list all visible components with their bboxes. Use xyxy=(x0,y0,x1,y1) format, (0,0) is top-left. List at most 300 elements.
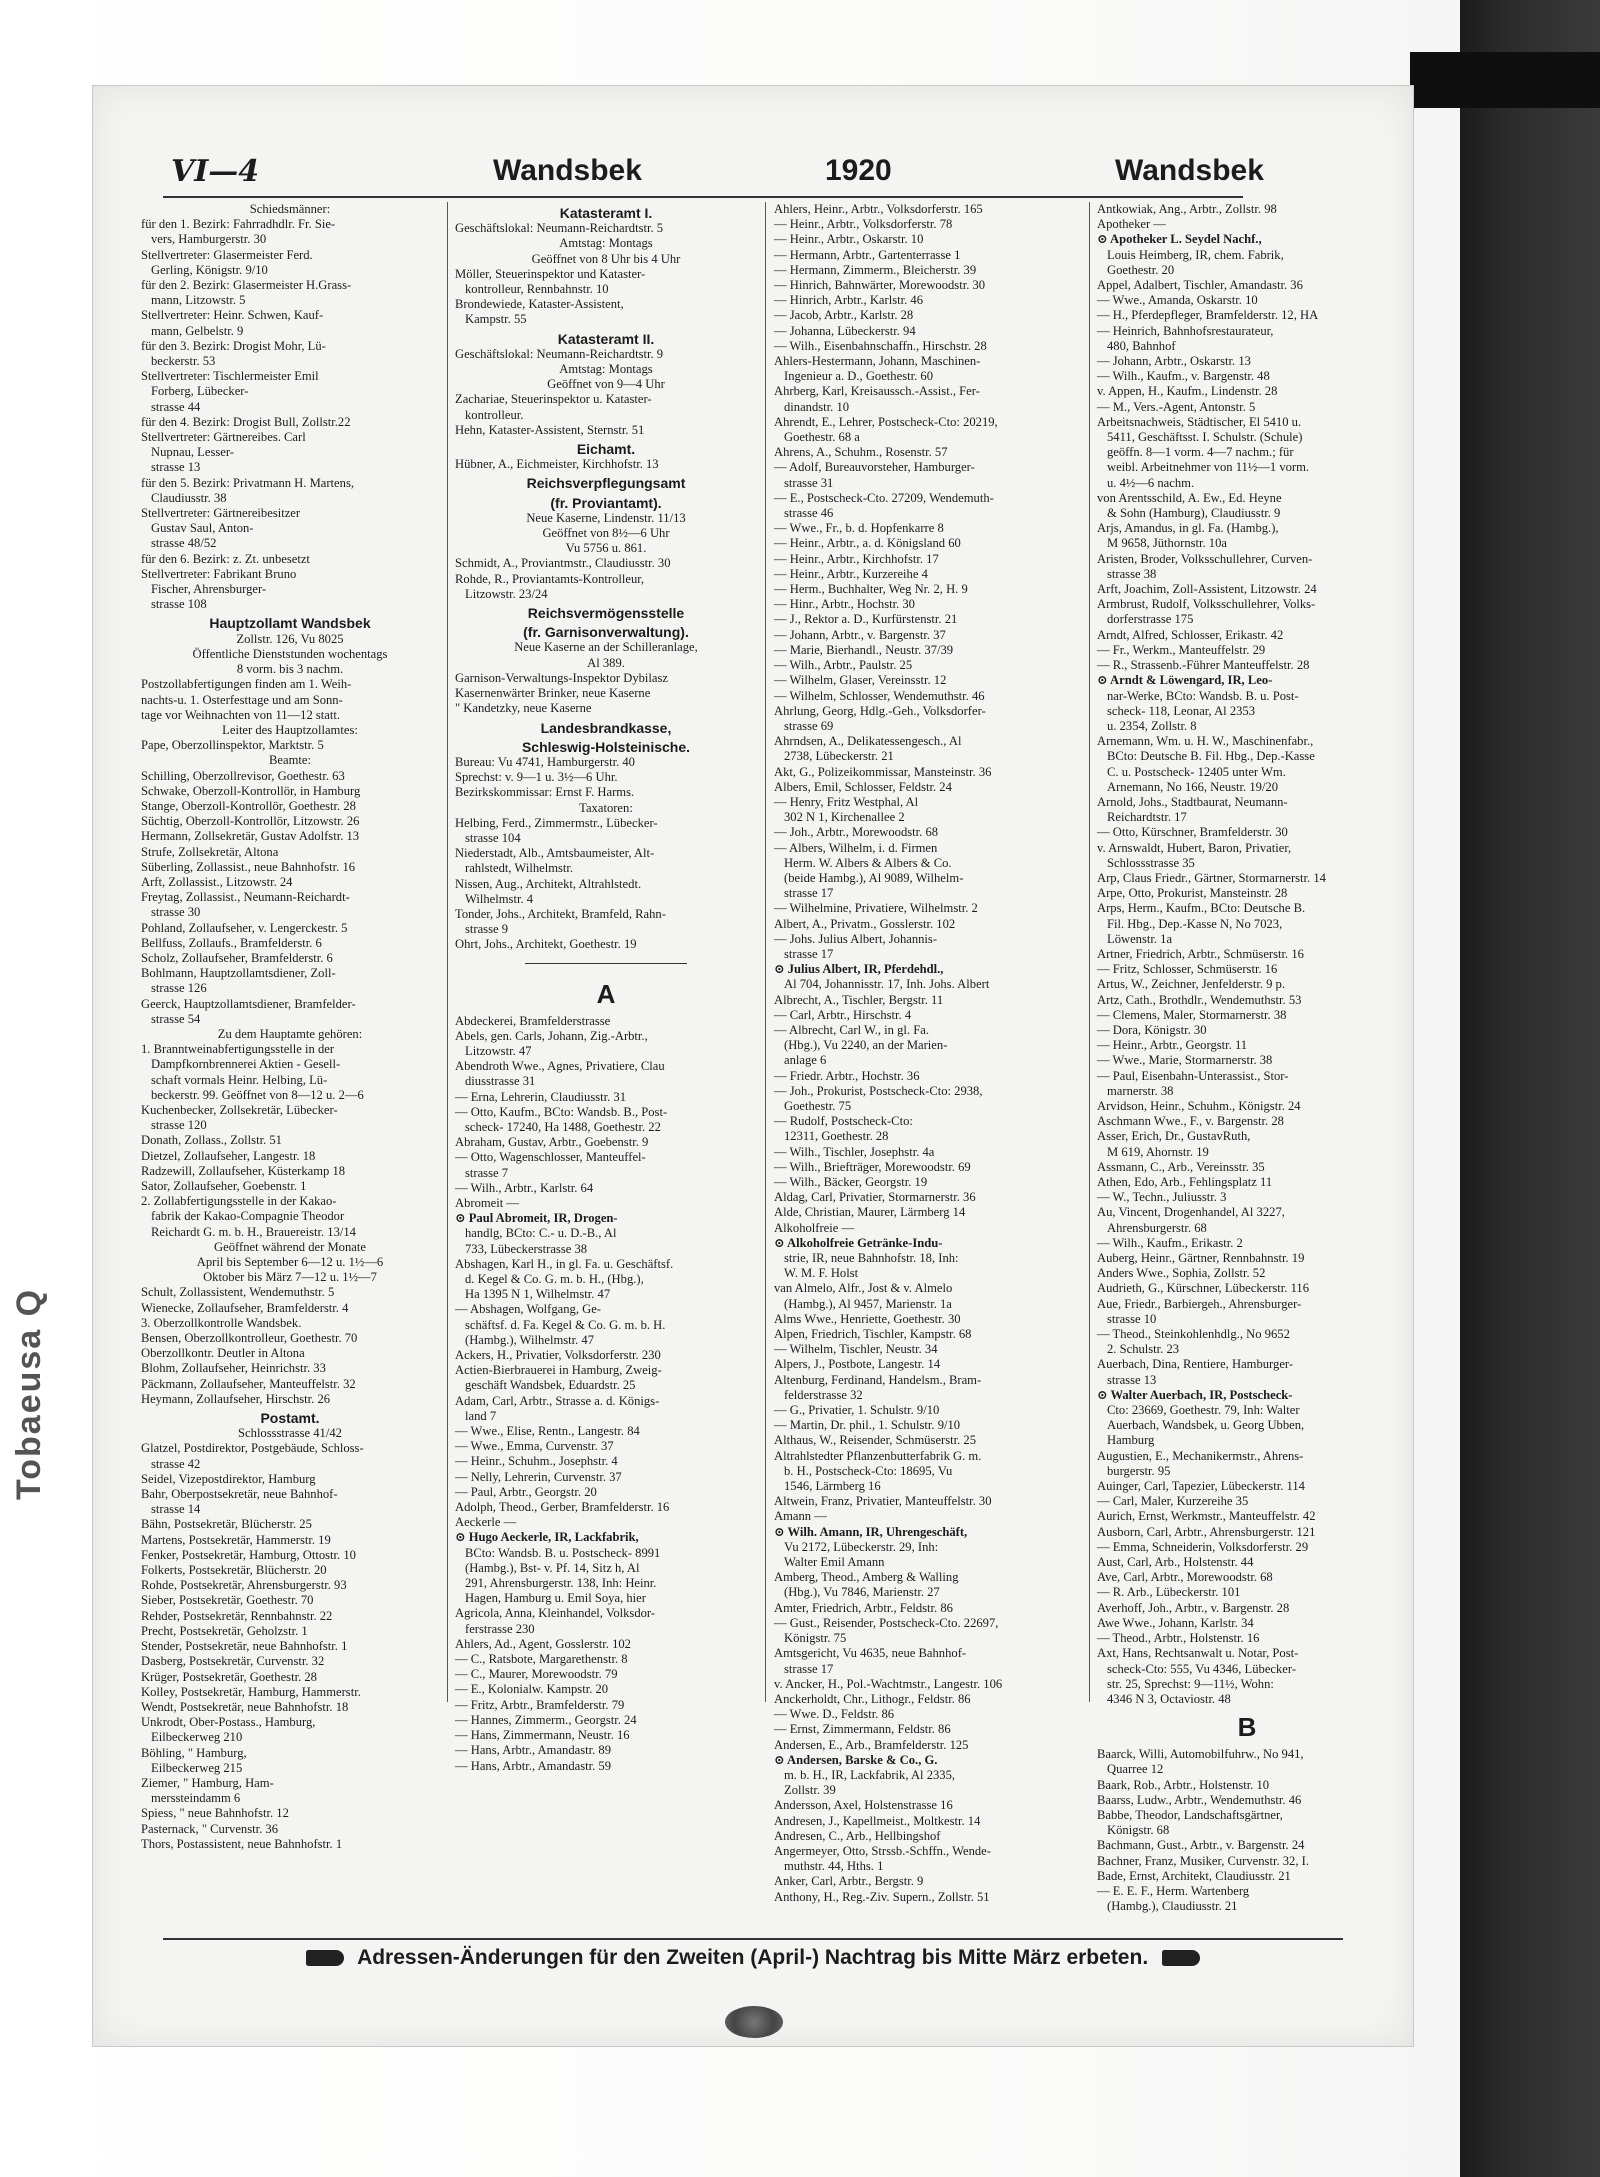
running-title-left: Wandsbek xyxy=(493,154,642,187)
directory-entry-line: burgerstr. 95 xyxy=(1107,1463,1171,1478)
directory-entry-line: — Johs. Julius Albert, Johannis- xyxy=(774,931,938,946)
directory-entry-line: Actien-Bierbrauerei in Hamburg, Zweig- xyxy=(455,1363,662,1378)
directory-entry-line: Gerling, Königstr. 9/10 xyxy=(151,262,268,277)
directory-entry-line: strasse 42 xyxy=(151,1456,201,1471)
directory-entry-line: u. 2354, Zollstr. 8 xyxy=(1107,718,1197,733)
directory-entry-line: Antkowiak, Ang., Arbtr., Zollstr. 98 xyxy=(1097,202,1277,216)
directory-entry-line: Amtstag: Montags xyxy=(559,362,653,377)
directory-entry-line: Ackers, H., Privatier, Volksdorferstr. 230 xyxy=(455,1348,661,1363)
directory-entry-line: strasse 38 xyxy=(1107,566,1157,581)
directory-entry-line: Kampstr. 55 xyxy=(465,312,527,327)
directory-entry-line: Arbeitsnachweis, Städtischer, El 5410 u. xyxy=(1097,414,1302,429)
directory-entry-line: Hermann, Zollsekretär, Gustav Adolfstr. 13 xyxy=(141,829,360,844)
directory-entry-line: kontrolleur. xyxy=(465,407,524,422)
directory-entry-line: Scholz, Zollaufseher, Bramfelderstr. 6 xyxy=(141,950,333,965)
directory-entry-line: Wienecke, Zollaufseher, Bramfelderstr. 4 xyxy=(141,1300,349,1315)
directory-entry-line: Leiter des Hauptzollamtes: xyxy=(222,722,358,737)
directory-entry-line: Unkrodt, Ober-Postass., Hamburg, xyxy=(141,1715,316,1730)
directory-entry-line: Schult, Zollassistent, Wendemuthstr. 5 xyxy=(141,1285,335,1300)
directory-entry-line: ⊙ Wilh. Amann, IR, Uhrengeschäft, xyxy=(774,1524,968,1539)
directory-entry-line: Forberg, Lübecker- xyxy=(151,384,249,399)
directory-entry-line: — Paul, Eisenbahn-Unterassist., Stor- xyxy=(1097,1068,1289,1083)
directory-entry-line: — Wwe., Marie, Stormarnerstr. 38 xyxy=(1097,1053,1273,1068)
directory-entry-line: Amtsgericht, Vu 4635, neue Bahnhof- xyxy=(774,1646,967,1661)
directory-entry-line: Herm. W. Albers & Albers & Co. xyxy=(784,855,952,870)
directory-entry-line: Dasberg, Postsekretär, Curvenstr. 32 xyxy=(141,1654,325,1669)
letter-heading: B xyxy=(1237,1712,1257,1743)
directory-entry-line: Abels, gen. Carls, Johann, Zig.-Arbtr., xyxy=(455,1028,648,1043)
directory-entry-line: — H., Pferdepfleger, Bramfelderstr. 12, HA xyxy=(1097,308,1319,323)
directory-entry-line: für den 1. Bezirk: Fahrradhdlr. Fr. Sie- xyxy=(141,217,336,232)
footer-text: Adressen-Änderungen für den Zweiten (April-) Nachtrag bis Mitte März erbeten. xyxy=(357,1946,1149,1969)
directory-entry-line: tage vor Weihnachten von 11—12 statt. xyxy=(141,707,341,722)
directory-entry-line: Baarss, Ludw., Arbtr., Wendemuthstr. 46 xyxy=(1097,1792,1302,1807)
directory-entry-line: Seidel, Vizepostdirektor, Hamburg xyxy=(141,1471,316,1486)
directory-entry-line: v. Appen, H., Kaufm., Lindenstr. 28 xyxy=(1097,384,1278,399)
directory-entry-line: Adolph, Theod., Gerber, Bramfelderstr. 16 xyxy=(455,1500,670,1515)
directory-page xyxy=(92,85,1414,2047)
directory-entry-line: 4346 N 3, Octaviostr. 48 xyxy=(1107,1691,1231,1706)
directory-entry-line: — Wilh., Arbtr., Paulstr. 25 xyxy=(774,658,913,673)
directory-entry-line: — Erna, Lehrerin, Claudiusstr. 31 xyxy=(455,1089,627,1104)
directory-entry-line: Albrecht, A., Tischler, Bergstr. 11 xyxy=(774,992,944,1007)
directory-entry-line: Al 389. xyxy=(587,655,625,670)
column-divider xyxy=(1089,202,1090,1702)
directory-entry-line: Wilhelmstr. 4 xyxy=(465,891,534,906)
directory-entry-line: Ingenieur a. D., Goethestr. 60 xyxy=(784,369,933,384)
directory-entry-line: dorferstrasse 175 xyxy=(1107,612,1194,627)
directory-entry-line: weibl. Arbeitnehmer von 11½—1 vorm. xyxy=(1107,460,1310,475)
directory-entry-line: Althaus, W., Reisender, Schmüserstr. 25 xyxy=(774,1433,977,1448)
pointing-hand-icon xyxy=(306,1950,344,1966)
directory-entry-line: — M., Vers.-Agent, Antonstr. 5 xyxy=(1097,399,1256,414)
directory-entry-line: Geöffnet von 8 Uhr bis 4 Uhr xyxy=(531,251,681,266)
directory-entry-line: Bähn, Postsekretär, Blücherstr. 25 xyxy=(141,1517,312,1532)
directory-entry-line: Schmidt, A., Proviantmstr., Claudiusstr. 30 xyxy=(455,556,671,571)
directory-entry-line: — Theod., Arbtr., Holstenstr. 16 xyxy=(1097,1631,1260,1646)
directory-entry-line: strasse 46 xyxy=(784,506,834,521)
directory-entry-line: Auberg, Heinr., Gärtner, Rennbahnstr. 19 xyxy=(1097,1251,1305,1266)
directory-entry-line: diusstrasse 31 xyxy=(465,1074,536,1089)
directory-entry-line: Abdeckerei, Bramfelderstrasse xyxy=(455,1013,611,1028)
directory-entry-line: Albers, Emil, Schlosser, Feldstr. 24 xyxy=(774,779,952,794)
directory-entry-line: scheck- 118, Leonar, Al 2353 xyxy=(1107,703,1256,718)
directory-entry-line: Precht, Postsekretär, Geholzstr. 1 xyxy=(141,1623,308,1638)
directory-entry-line: rahlstedt, Wilhelmstr. xyxy=(465,861,574,876)
directory-entry-line: strasse 14 xyxy=(151,1502,201,1517)
directory-entry-line: Ohrt, Johs., Architekt, Goethestr. 19 xyxy=(455,937,637,952)
directory-entry-line: Radzewill, Zollaufseher, Küsterkamp 18 xyxy=(141,1163,346,1178)
directory-entry-line: strasse 69 xyxy=(784,718,834,733)
directory-entry-line: ⊙ Arndt & Löwengard, IR, Leo- xyxy=(1097,673,1273,688)
directory-entry-line: Bachner, Franz, Musiker, Curvenstr. 32, I. xyxy=(1097,1853,1309,1868)
directory-entry-line: v. Arnswaldt, Hubert, Baron, Privatier, xyxy=(1097,840,1292,855)
directory-entry-line: Artner, Friedrich, Arbtr., Schmüserstr. 16 xyxy=(1097,946,1304,961)
directory-entry-line: von Arentsschild, A. Ew., Ed. Heyne xyxy=(1097,490,1282,505)
directory-entry-line: für den 5. Bezirk: Privatmann H. Martens, xyxy=(141,475,354,490)
directory-entry-line: d. Kegel & Co. G. m. b. H., (Hbg.), xyxy=(465,1272,644,1286)
directory-entry-line: (Hambg.), Claudiusstr. 21 xyxy=(1107,1899,1238,1914)
directory-entry-line: — Hermann, Arbtr., Gartenterrasse 1 xyxy=(774,247,961,262)
column-3 xyxy=(774,202,1083,1904)
directory-entry-line: beckerstr. 99. Geöffnet von 8—12 u. 2—6 xyxy=(151,1087,364,1102)
directory-entry-line: Zu dem Hauptamte gehören: xyxy=(217,1026,363,1041)
directory-entry-line: — Wilh., Kaufm., v. Bargenstr. 48 xyxy=(1097,369,1270,384)
directory-entry-line: Bureau: Vu 4741, Hamburgerstr. 40 xyxy=(455,754,635,769)
directory-entry-line: Angermeyer, Otto, Strssb.-Schffn., Wende- xyxy=(774,1843,991,1858)
directory-entry-line: Ahrens, A., Schuhm., Rosenstr. 57 xyxy=(774,445,948,460)
directory-entry-line: Assmann, C., Arb., Vereinsstr. 35 xyxy=(1097,1159,1265,1174)
directory-entry-line: — Wwe., Elise, Rentn., Langestr. 84 xyxy=(455,1424,640,1439)
section-heading: Reichsvermögensstelle xyxy=(527,605,685,622)
directory-entry-line: 733, Lübeckerstrasse 38 xyxy=(465,1241,588,1256)
directory-entry-line: Pape, Oberzollinspektor, Marktstr. 5 xyxy=(141,738,324,753)
directory-entry-line: — Wwe., Emma, Curvenstr. 37 xyxy=(455,1439,614,1454)
directory-entry-line: 12311, Goethestr. 28 xyxy=(784,1129,889,1144)
directory-entry-line: Andresen, J., Kapellmeist., Moltkestr. 14 xyxy=(774,1813,981,1828)
directory-entry-line: Fil. Hbg., Dep.-Kasse N, No 7023, xyxy=(1107,916,1283,931)
directory-entry-line: Pohland, Zollaufseher, v. Lengerckestr. 5 xyxy=(141,920,348,935)
directory-entry-line: Andersson, Axel, Holstenstrasse 16 xyxy=(774,1798,953,1813)
directory-entry-line: — Johanna, Lübeckerstr. 94 xyxy=(774,323,916,338)
directory-entry-line: Al 704, Johannisstr. 17, Inh. Johs. Albert xyxy=(784,977,990,992)
directory-entry-line: (Hambg.), Al 9457, Marienstr. 1a xyxy=(784,1296,952,1311)
directory-entry-line: (Hambg.), Wilhelmstr. 47 xyxy=(465,1332,595,1347)
directory-entry-line: schaft vormals Heinr. Helbing, Lü- xyxy=(151,1072,328,1087)
section-heading: Landesbrandkasse, xyxy=(540,719,672,736)
directory-entry-line: Albert, A., Privatm., Gosslerstr. 102 xyxy=(774,916,956,931)
directory-entry-line: merssteindamm 6 xyxy=(151,1791,241,1806)
directory-entry-line: — Herm., Buchhalter, Weg Nr. 2, H. 9 xyxy=(774,582,968,597)
directory-entry-line: — C., Maurer, Morewoodstr. 79 xyxy=(455,1667,618,1682)
directory-entry-line: — Joh., Arbtr., Morewoodstr. 68 xyxy=(774,825,939,840)
directory-entry-line: strasse 7 xyxy=(465,1165,509,1180)
directory-entry-line: Neue Kaserne, Lindenstr. 11/13 xyxy=(526,510,686,525)
directory-entry-line: 2. Zollabfertigungsstelle in der Kakao- xyxy=(141,1194,337,1209)
directory-entry-line: felderstrasse 32 xyxy=(784,1387,863,1402)
directory-entry-line: Auerbach, Dina, Rentiere, Hamburger- xyxy=(1097,1357,1294,1372)
directory-entry-line: — Paul, Arbtr., Georgstr. 20 xyxy=(455,1484,597,1499)
directory-entry-line: Ahrendt, E., Lehrer, Postscheck-Cto: 20219, xyxy=(774,414,998,429)
directory-entry-line: Ahrensburgerstr. 68 xyxy=(1107,1220,1207,1235)
directory-entry-line: Abraham, Gustav, Arbtr., Goebenstr. 9 xyxy=(455,1135,649,1150)
directory-entry-line: geöffn. 8—1 vorm. 4—7 nachm.; für xyxy=(1107,445,1294,460)
directory-entry-line: — Hinrich, Bahnwärter, Morewoodstr. 30 xyxy=(774,278,986,293)
directory-entry-line: — Heinr., Arbtr., Georgstr. 11 xyxy=(1097,1038,1248,1053)
directory-entry-line: geschäft Wandsbek, Eduardstr. 25 xyxy=(465,1378,636,1393)
directory-entry-line: M 9658, Jüthornstr. 10a xyxy=(1107,536,1227,551)
directory-entry-line: Ahlers-Hestermann, Johann, Maschinen- xyxy=(774,354,981,369)
directory-entry-line: — Hermann, Zimmerm., Bleicherstr. 39 xyxy=(774,262,977,277)
directory-entry-line: — C., Ratsbote, Margarethenstr. 8 xyxy=(455,1652,628,1667)
directory-entry-line: Schlossstrasse 35 xyxy=(1107,855,1195,870)
page-label: VI—4 xyxy=(171,154,260,189)
directory-entry-line: Andersen, E., Arb., Bramfelderstr. 125 xyxy=(774,1737,969,1752)
directory-entry-line: Süberling, Zollassist., neue Bahnhofstr. 16 xyxy=(141,859,356,874)
directory-entry-line: Alms Wwe., Henriette, Goethestr. 30 xyxy=(774,1311,961,1326)
directory-entry-line: Bezirkskommissar: Ernst F. Harms. xyxy=(455,785,635,800)
column-1 xyxy=(141,202,439,1851)
directory-entry-line: strasse 31 xyxy=(784,475,834,490)
directory-entry-line: — Ernst, Zimmermann, Feldstr. 86 xyxy=(774,1722,951,1737)
directory-entry-line: C. u. Postscheck- 12405 unter Wm. xyxy=(1107,764,1286,779)
directory-entry-line: Heymann, Zollaufseher, Hirschstr. 26 xyxy=(141,1391,331,1406)
directory-entry-line: Rohde, R., Proviantamts-Kontrolleur, xyxy=(455,571,645,586)
directory-entry-line: mann, Gelbelstr. 9 xyxy=(151,323,244,338)
directory-entry-line: — Heinr., Schuhm., Josephstr. 4 xyxy=(455,1454,618,1469)
directory-entry-line: Stellvertreter: Tischlermeister Emil xyxy=(141,369,319,384)
directory-entry-line: nar-Werke, BCto: Wandsb. B. u. Post- xyxy=(1107,688,1299,703)
directory-entry-line: b. H., Postscheck-Cto: 18695, Vu xyxy=(784,1463,953,1478)
directory-entry-line: — Otto, Wagenschlosser, Manteuffel- xyxy=(455,1150,646,1165)
directory-entry-line: 480, Bahnhof xyxy=(1107,338,1176,353)
directory-entry-line: dinandstr. 10 xyxy=(784,399,850,414)
directory-entry-line: — Heinrich, Bahnhofsrestaurateur, xyxy=(1097,323,1274,338)
directory-entry-line: Cto: 23669, Goethestr. 79, Inh: Walter xyxy=(1107,1403,1300,1418)
directory-entry-line: Schlossstrasse 41/42 xyxy=(238,1426,342,1441)
directory-entry-line: Thors, Postassistent, neue Bahnhofstr. 1 xyxy=(141,1836,343,1851)
directory-entry-line: Audrieth, G., Kürschner, Lübeckerstr. 116 xyxy=(1097,1281,1310,1296)
directory-entry-line: — Hinr., Arbtr., Hochstr. 30 xyxy=(774,597,915,612)
directory-entry-line: v. Ancker, H., Pol.-Wachtmstr., Langestr. 106 xyxy=(774,1676,1003,1691)
directory-entry-line: ferstrasse 230 xyxy=(465,1621,535,1636)
directory-entry-line: Geöffnet während der Monate xyxy=(214,1239,366,1254)
directory-entry-line: Sator, Zollaufseher, Goebenstr. 1 xyxy=(141,1179,307,1193)
directory-entry-line: Eilbeckerweg 210 xyxy=(151,1730,243,1745)
directory-entry-line: kontrolleur, Rennbahnstr. 10 xyxy=(465,282,609,297)
directory-entry-line: Adam, Carl, Arbtr., Strasse a. d. Königs- xyxy=(455,1393,660,1408)
scanner-dark-edge xyxy=(1460,0,1600,2177)
directory-entry-line: Anker, Carl, Arbtr., Bergstr. 9 xyxy=(774,1874,924,1889)
directory-entry-line: — Fritz, Schlosser, Schmüserstr. 16 xyxy=(1097,962,1278,977)
directory-entry-line: Bachmann, Gust., Arbtr., v. Bargenstr. 24 xyxy=(1097,1838,1305,1853)
directory-entry-line: (Hbg.), Vu 7846, Marienstr. 27 xyxy=(784,1585,940,1600)
directory-entry-line: Niederstadt, Alb., Amtsbaumeister, Alt- xyxy=(455,846,655,861)
directory-entry-line: Böhling, " Hamburg, xyxy=(141,1745,247,1760)
directory-entry-line: schäftsf. d. Fa. Kegel & Co. G. m. b. H. xyxy=(465,1317,666,1332)
directory-entry-line: — Clemens, Maler, Stormarnerstr. 38 xyxy=(1097,1007,1287,1022)
directory-entry-line: 5411, Geschäftsst. I. Schulstr. (Schule) xyxy=(1107,430,1303,445)
directory-entry-line: Bellfuss, Zollaufs., Bramfelderstr. 6 xyxy=(141,935,322,950)
section-heading: (fr. Proviantamt). xyxy=(550,494,662,511)
directory-entry-line: Agricola, Anna, Kleinhandel, Volksdor- xyxy=(455,1606,656,1621)
directory-entry-line: Stellvertreter: Gärtnereibesitzer xyxy=(141,506,301,521)
directory-entry-line: Quarree 12 xyxy=(1107,1762,1164,1777)
directory-entry-line: Garnison-Verwaltungs-Inspektor Dybilasz xyxy=(455,670,668,685)
directory-entry-line: Geschäftslokal: Neumann-Reichardtstr. 9 xyxy=(455,346,664,361)
directory-entry-line: Awe Wwe., Johann, Karlstr. 34 xyxy=(1097,1615,1254,1630)
directory-entry-line: Altrahlstedter Pflanzenbutterfabrik G. m. xyxy=(774,1448,982,1463)
directory-entry-line: Ave, Carl, Arbtr., Morewoodstr. 68 xyxy=(1097,1570,1273,1585)
directory-entry-line: — R. Arb., Lübeckerstr. 101 xyxy=(1097,1585,1241,1600)
column-2 xyxy=(455,202,757,1773)
directory-entry-line: — Wilhelm, Schlosser, Wendemuthstr. 46 xyxy=(774,688,985,703)
directory-entry-line: Stange, Oberzoll-Kontrollör, Goethestr. 28 xyxy=(141,798,356,813)
directory-entry-line: Ahlers, Ad., Agent, Gosslerstr. 102 xyxy=(455,1636,631,1651)
directory-entry-line: Dampfkornbrennerei Aktien - Gesell- xyxy=(151,1057,341,1072)
directory-entry-line: — Wilhelmine, Privatiere, Wilhelmstr. 2 xyxy=(774,901,978,916)
directory-entry-line: für den 4. Bezirk: Drogist Bull, Zollstr.22 xyxy=(141,414,351,429)
directory-entry-line: — Otto, Kürschner, Bramfelderstr. 30 xyxy=(1097,825,1288,840)
directory-entry-line: Tonder, Johs., Architekt, Bramfeld, Rahn- xyxy=(455,906,666,921)
page-year: 1920 xyxy=(825,154,892,187)
directory-entry-line: Hehn, Kataster-Assistent, Sternstr. 51 xyxy=(455,422,645,437)
directory-entry-line: 2. Schulstr. 23 xyxy=(1107,1342,1180,1357)
directory-entry-line: — Wwe., Amanda, Oskarstr. 10 xyxy=(1097,293,1258,308)
directory-entry-line: BCto: Wandsb. B. u. Postscheck- 8991 xyxy=(465,1545,661,1560)
directory-entry-line: Geschäftslokal: Neumann-Reichardtstr. 5 xyxy=(455,221,664,236)
directory-entry-line: — Heinr., Arbtr., Kurzereihe 4 xyxy=(774,566,928,581)
directory-entry-line: fabrik der Kakao-Compagnie Theodor xyxy=(151,1209,345,1224)
directory-entry-line: für den 2. Bezirk: Glasermeister H.Grass- xyxy=(141,278,352,293)
directory-entry-line: ⊙ Alkoholfreie Getränke-Indu- xyxy=(774,1235,943,1250)
directory-entry-line: Löwenstr. 1a xyxy=(1107,931,1173,946)
directory-entry-line: Reichardt G. m. b. H., Brauereistr. 13/14 xyxy=(151,1224,356,1239)
directory-entry-line: Schwake, Oberzoll-Kontrollör, in Hamburg xyxy=(141,783,361,798)
section-heading: Schleswig-Holsteinische. xyxy=(521,738,691,755)
directory-entry-line: Krüger, Postsekretär, Goethestr. 28 xyxy=(141,1669,317,1684)
directory-entry-line: Stellvertreter: Glasermeister Ferd. xyxy=(141,247,313,262)
directory-entry-line: Bahr, Oberpostsekretär, neue Bahnhof- xyxy=(141,1487,338,1502)
directory-entry-line: (Hambg.), Bst- v. Pf. 14, Sitz h, Al xyxy=(465,1560,640,1575)
directory-entry-line: 8 vorm. bis 3 nachm. xyxy=(236,662,344,677)
directory-entry-line: Averhoff, Joh., Arbtr., v. Bargenstr. 28 xyxy=(1097,1600,1290,1615)
directory-entry-line: & Sohn (Hamburg), Claudiusstr. 9 xyxy=(1107,506,1281,521)
directory-entry-line: Geerck, Hauptzollamtsdiener, Bramfelder- xyxy=(141,996,356,1011)
directory-entry-line: Strufe, Zollsekretär, Altona xyxy=(141,844,279,859)
directory-entry-line: — Marie, Bierhandl., Neustr. 37/39 xyxy=(774,642,954,657)
directory-entry-line: — Wilh., Eisenbahnschaffn., Hirschstr. 28 xyxy=(774,338,987,353)
directory-entry-line: Louis Heimberg, IR, chem. Fabrik, xyxy=(1107,247,1284,262)
directory-entry-line: Arnemann, No 166, Neustr. 19/20 xyxy=(1107,779,1279,794)
directory-entry-line: — Rudolf, Postscheck-Cto: xyxy=(774,1114,913,1129)
directory-entry-line: Eilbeckerweg 215 xyxy=(151,1760,243,1775)
directory-entry-line: — Wilh., Tischler, Josephstr. 4a xyxy=(774,1144,935,1159)
section-heading: Postamt. xyxy=(260,1410,320,1427)
column-divider xyxy=(765,202,766,1702)
directory-entry-line: Artz, Cath., Brothdlr., Wendemuthstr. 53 xyxy=(1097,992,1302,1007)
directory-entry-line: Hübner, A., Eichmeister, Kirchhofstr. 13 xyxy=(455,457,659,472)
directory-entry-line: — Heinr., Arbtr., Kirchhofstr. 17 xyxy=(774,551,939,566)
directory-entry-line: Nupnau, Lesser- xyxy=(151,445,234,460)
directory-entry-line: marnerstr. 38 xyxy=(1107,1083,1174,1098)
directory-entry-line: strasse 17 xyxy=(784,946,834,961)
directory-entry-line: Athen, Edo, Arb., Fehlingsplatz 11 xyxy=(1097,1175,1273,1189)
directory-entry-line: — Carl, Arbtr., Hirschstr. 4 xyxy=(774,1007,912,1022)
directory-entry-line: — Wwe., Fr., b. d. Hopfenkarre 8 xyxy=(774,521,944,536)
directory-entry-line: Zollstr. 39 xyxy=(784,1783,836,1798)
directory-entry-line: Taxatoren: xyxy=(579,800,633,815)
directory-entry-line: (beide Hambg.), Al 9089, Wilhelm- xyxy=(784,870,964,885)
directory-entry-line: Zachariae, Steuerinspektor u. Kataster- xyxy=(455,392,652,407)
directory-entry-line: Claudiusstr. 38 xyxy=(151,490,227,505)
directory-entry-line: — Jacob, Arbtr., Karlstr. 28 xyxy=(774,308,914,323)
directory-entry-line: — G., Privatier, 1. Schulstr. 9/10 xyxy=(774,1403,940,1418)
directory-entry-line: Litzowstr. 23/24 xyxy=(465,586,548,601)
directory-entry-line: Anckerholdt, Chr., Lithogr., Feldstr. 86 xyxy=(774,1691,971,1706)
directory-entry-line: Vu 5756 u. 861. xyxy=(565,541,647,556)
directory-entry-line: Goethestr. 20 xyxy=(1107,262,1175,277)
directory-entry-line: scheck- 17240, Ha 1488, Goethestr. 22 xyxy=(465,1119,661,1134)
directory-entry-line: Akt, G., Polizeikommissar, Mansteinstr. 36 xyxy=(774,764,992,779)
directory-entry-line: Arpe, Otto, Prokurist, Mansteinstr. 28 xyxy=(1097,886,1288,901)
directory-entry-line: scheck-Cto: 555, Vu 4346, Lübecker- xyxy=(1107,1661,1297,1676)
directory-entry-line: Aldag, Carl, Privatier, Stormarnerstr. 36 xyxy=(774,1190,976,1205)
directory-entry-line: strasse 120 xyxy=(151,1118,207,1133)
directory-entry-line: — Abshagen, Wolfgang, Ge- xyxy=(455,1302,602,1317)
directory-entry-line: vers, Hamburgerstr. 30 xyxy=(151,232,267,247)
directory-entry-line: Öffentliche Dienststunden wochentags xyxy=(192,646,388,661)
letter-heading: A xyxy=(596,978,616,1009)
directory-entry-line: u. 4½—6 nachm. xyxy=(1107,475,1195,490)
directory-entry-line: Beamte: xyxy=(269,753,311,768)
directory-entry-line: Oktober bis März 7—12 u. 1½—7 xyxy=(203,1270,377,1285)
directory-entry-line: — Albers, Wilhelm, i. d. Firmen xyxy=(774,840,938,855)
section-heading: (fr. Garnisonverwaltung). xyxy=(523,624,689,641)
directory-entry-line: Bensen, Oberzollkontrolleur, Goethestr. 70 xyxy=(141,1331,358,1346)
directory-entry-line: ⊙ Andersen, Barske & Co., G. xyxy=(774,1752,938,1767)
directory-entry-line: Reichardtstr. 17 xyxy=(1107,810,1187,825)
directory-entry-line: (Hbg.), Vu 2240, an der Marien- xyxy=(784,1038,948,1053)
pointing-hand-icon xyxy=(1162,1950,1200,1966)
directory-entry-line: Ziemer, " Hamburg, Ham- xyxy=(141,1775,274,1790)
directory-entry-line: Neue Kaserne an der Schilleranlage, xyxy=(514,640,698,655)
directory-entry-line: Babbe, Theodor, Landschaftsgärtner, xyxy=(1097,1807,1283,1822)
directory-entry-line: Augustien, E., Mechanikermstr., Ahrens- xyxy=(1097,1448,1304,1463)
side-margin-text: Tobaeusa Q xyxy=(10,1287,48,1500)
directory-entry-line: Alpen, Friedrich, Tischler, Kampstr. 68 xyxy=(774,1327,972,1342)
directory-entry-line: Aust, Carl, Arb., Holstenstr. 44 xyxy=(1097,1555,1254,1570)
directory-entry-line: — E., Kolonialw. Kampstr. 20 xyxy=(455,1682,609,1697)
directory-entry-line: — Adolf, Bureauvorsteher, Hamburger- xyxy=(774,460,975,475)
scanner-corner-block xyxy=(1410,52,1600,108)
directory-entry-line: Folkerts, Postsekretär, Blücherstr. 20 xyxy=(141,1563,327,1578)
directory-entry-line: W. M. F. Holst xyxy=(784,1266,859,1281)
directory-entry-line: m. b. H., IR, Lackfabrik, Al 2335, xyxy=(784,1767,956,1782)
directory-entry-line: mann, Litzowstr. 5 xyxy=(151,293,246,308)
directory-entry-line: Ausborn, Carl, Arbtr., Ahrensburgerstr. 121 xyxy=(1097,1524,1316,1539)
page-header xyxy=(163,146,1264,198)
directory-entry-line: 2738, Lübeckerstr. 21 xyxy=(784,749,894,764)
directory-entry-line: muthstr. 44, Hths. 1 xyxy=(784,1859,884,1874)
directory-entry-line: 291, Ahrensburgerstr. 138, Inh: Heinr. xyxy=(465,1576,657,1591)
directory-entry-line: Au, Vincent, Drogenhandel, Al 3227, xyxy=(1097,1205,1285,1220)
directory-entry-line: Dietzel, Zollaufseher, Langestr. 18 xyxy=(141,1148,316,1163)
directory-entry-line: Appel, Adalbert, Tischler, Amandastr. 36 xyxy=(1097,278,1303,293)
directory-entry-line: Kolley, Postsekretär, Hamburg, Hammerstr. xyxy=(141,1684,361,1699)
directory-entry-line: — Heinr., Arbtr., Volksdorferstr. 78 xyxy=(774,217,953,232)
directory-entry-line: 302 N 1, Kirchenallee 2 xyxy=(784,810,905,825)
directory-entry-line: Geöffnet von 8½—6 Uhr xyxy=(542,526,670,541)
directory-entry-line: für den 6. Bezirk: z. Zt. unbesetzt xyxy=(141,551,310,566)
directory-entry-line: — Wilhelm, Glaser, Vereinsstr. 12 xyxy=(774,673,947,688)
directory-entry-line: Fenker, Postsekretär, Hamburg, Ottostr. 10 xyxy=(141,1547,356,1562)
directory-entry-line: — Wilh., Bäcker, Georgstr. 19 xyxy=(774,1175,928,1189)
directory-entry-line: " Kandetzky, neue Kaserne xyxy=(455,701,592,716)
directory-entry-line: strasse 48/52 xyxy=(151,536,217,551)
directory-entry-line: Wendt, Postsekretär, neue Bahnhofstr. 18 xyxy=(141,1699,349,1714)
directory-entry-line: Arft, Joachim, Zoll-Assistent, Litzowstr. 24 xyxy=(1097,582,1317,597)
directory-entry-line: Ahrndsen, A., Delikatessengesch., Al xyxy=(774,734,962,749)
directory-entry-line: handlg, BCto: C.- u. D.-B., Al xyxy=(465,1226,617,1241)
directory-entry-line: Baarck, Willi, Automobilfuhrw., No 941, xyxy=(1097,1747,1304,1762)
directory-entry-line: strasse 17 xyxy=(784,886,834,901)
directory-entry-line: Aristen, Broder, Volksschullehrer, Curven- xyxy=(1097,551,1313,566)
directory-entry-line: M 619, Ahornstr. 19 xyxy=(1107,1144,1209,1159)
directory-entry-line: für den 3. Bezirk: Drogist Mohr, Lü- xyxy=(141,338,326,353)
directory-entry-line: — Heinr., Arbtr., Oskarstr. 10 xyxy=(774,232,924,247)
directory-entry-line: — Wilh., Briefträger, Morewoodstr. 69 xyxy=(774,1159,971,1174)
